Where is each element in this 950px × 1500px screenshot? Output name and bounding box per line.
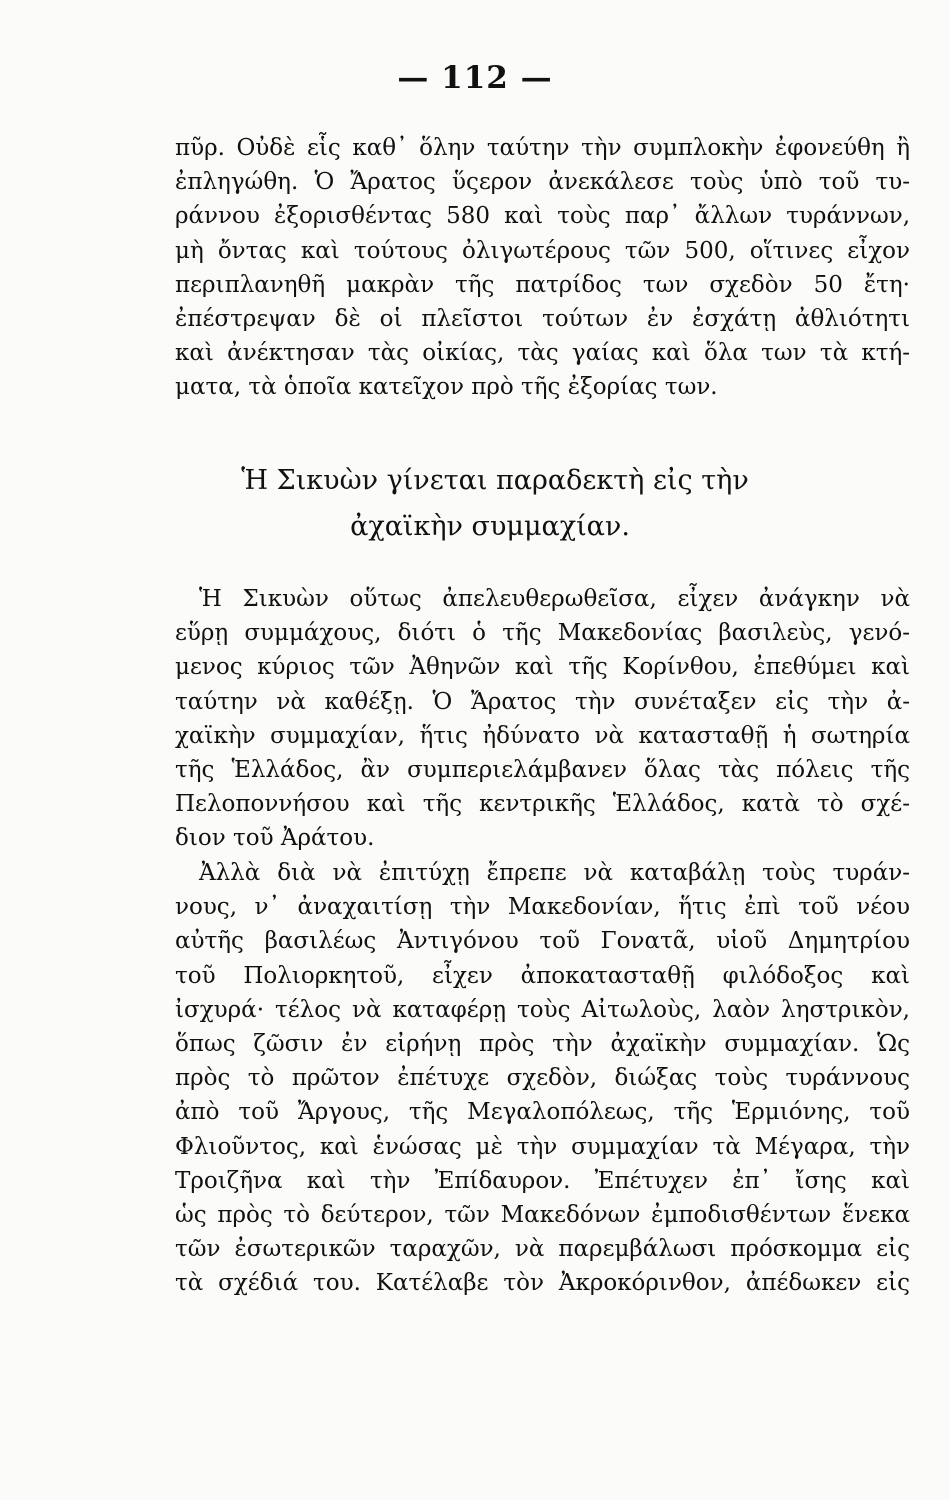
text-line: καὶ ἀνέκτησαν τὰς οἰκίας, τὰς γαίας καὶ ὅλα των τὰ κτή-	[175, 340, 910, 367]
text-line: τοῦ Πολιορκητοῦ, εἶχεν ἀποκατασταθῇ φιλόδοξος καὶ	[175, 962, 910, 989]
text-line: ματα, τὰ ὁποῖα κατεῖχον πρὸ τῆς ἐξορίας των.	[175, 374, 718, 401]
paragraph-1	[175, 131, 910, 405]
text-line: εὕρῃ συμμάχους, διότι ὁ τῆς Μακεδονίας βασιλεὺς, γενό-	[175, 620, 910, 647]
text-line: ἐπέστρεψαν δὲ οἱ πλεῖστοι τούτων ἐν ἐσχάτῃ ἀθλιότητι	[175, 305, 910, 332]
text-line: ἀπὸ τοῦ Ἄργους, τῆς Μεγαλοπόλεως, τῆς Ἑρμιόνης, τοῦ	[175, 1099, 910, 1126]
text-line: πῦρ. Οὐδὲ εἷς καθ᾿ ὅλην ταύτην τὴν συμπλοκὴν ἐφονεύθη ἢ	[175, 135, 910, 161]
paragraph-3	[175, 856, 910, 1300]
text-line: ἐπληγώθη. Ὁ Ἄρατος ὕςερον ἀνεκάλεσε τοὺς ὑπὸ τοῦ τυ-	[175, 169, 910, 196]
text-line: Τροιζῆνα καὶ τὴν Ἐπίδαυρον. Ἐπέτυχεν ἐπ᾿ ἴσης καὶ	[175, 1167, 910, 1194]
text-line: Φλιοῦντος, καὶ ἑνώσας μὲ τὴν συμμαχίαν τὰ Μέγαρα, τὴν	[175, 1133, 910, 1160]
heading-line-1: Ἡ Σικυὼν γίνεται παραδεκτὴ εἰς τὴν	[241, 465, 749, 496]
text-line: ὅπως ζῶσιν ἐν εἰρήνῃ πρὸς τὴν ἀχαϊκὴν συμμαχίαν. Ὡς	[175, 1030, 910, 1057]
paragraph-2	[175, 582, 910, 856]
text-line: ἰσχυρά· τέλος νὰ καταφέρῃ τοὺς Αἰτωλοὺς, λαὸν ληστρικὸν,	[175, 996, 910, 1023]
text-line: πρὸς τὸ πρῶτον ἐπέτυχε σχεδὸν, διώξας τοὺς τυράννους	[175, 1065, 910, 1092]
text-line: αὐτῆς βασιλέως Ἀντιγόνου τοῦ Γονατᾶ, υἱοῦ Δημητρίου	[175, 928, 910, 955]
text-line: ὡς πρὸς τὸ δεύτερον, τῶν Μακεδόνων ἐμποδισθέντων ἕνεκα	[175, 1201, 910, 1228]
text-line: Ἀλλὰ διὰ νὰ ἐπιτύχῃ ἔπρεπε νὰ καταβάλῃ τοὺς τυράν-	[199, 860, 910, 886]
text-line: νους, ν᾿ ἀναχαιτίσῃ τὴν Μακεδονίαν, ἥτις ἐπὶ τοῦ νέου	[175, 894, 910, 921]
text-line: μὴ ὄντας καὶ τούτους ὀλιγωτέρους τῶν 500, οἵτινες εἶχον	[175, 237, 910, 264]
text-line: Πελοποννήσου καὶ τῆς κεντρικῆς Ἑλλάδος, κατὰ τὸ σχέ-	[175, 791, 910, 818]
text-line: τῶν ἐσωτερικῶν ταραχῶν, νὰ παρεμβάλωσι πρόσκομμα εἰς	[175, 1236, 910, 1263]
text-line: ταύτην νὰ καθέξῃ. Ὁ Ἄρατος τὴν συνέταξεν εἰς τὴν ἀ-	[175, 688, 910, 715]
text-line: χαϊκὴν συμμαχίαν, ἥτις ἠδύνατο νὰ κατασταθῇ ἡ σωτηρία	[175, 722, 910, 749]
text-line: τῆς Ἑλλάδος, ἂν συμπεριελάμβανεν ὅλας τὰς πόλεις τῆς	[175, 756, 910, 783]
text-line: περιπλανηθῆ μακρὰν τῆς πατρίδος των σχεδὸν 50 ἔτη·	[175, 271, 910, 298]
heading-line-2: ἀχαϊκὴν συμμαχίαν.	[350, 511, 630, 542]
text-line: μενος κύριος τῶν Ἀθηνῶν καὶ τῆς Κορίνθου, ἐπεθύμει καὶ	[175, 654, 910, 681]
text-line: διον τοῦ Ἀράτου.	[175, 825, 375, 852]
text-line: τὰ σχέδιά του. Κατέλαβε τὸν Ἀκροκόρινθον, ἀπέδωκεν εἰς	[175, 1270, 910, 1297]
text-line: Ἡ Σικυὼν οὕτως ἀπελευθερωθεῖσα, εἶχεν ἀνάγκην νὰ	[199, 586, 910, 612]
page-number: — 112 —	[397, 60, 553, 96]
text-line: ράννου ἐξορισθέντας 580 καὶ τοὺς παρ᾿ ἄλλων τυράννων,	[175, 203, 910, 230]
section-heading	[0, 458, 950, 550]
